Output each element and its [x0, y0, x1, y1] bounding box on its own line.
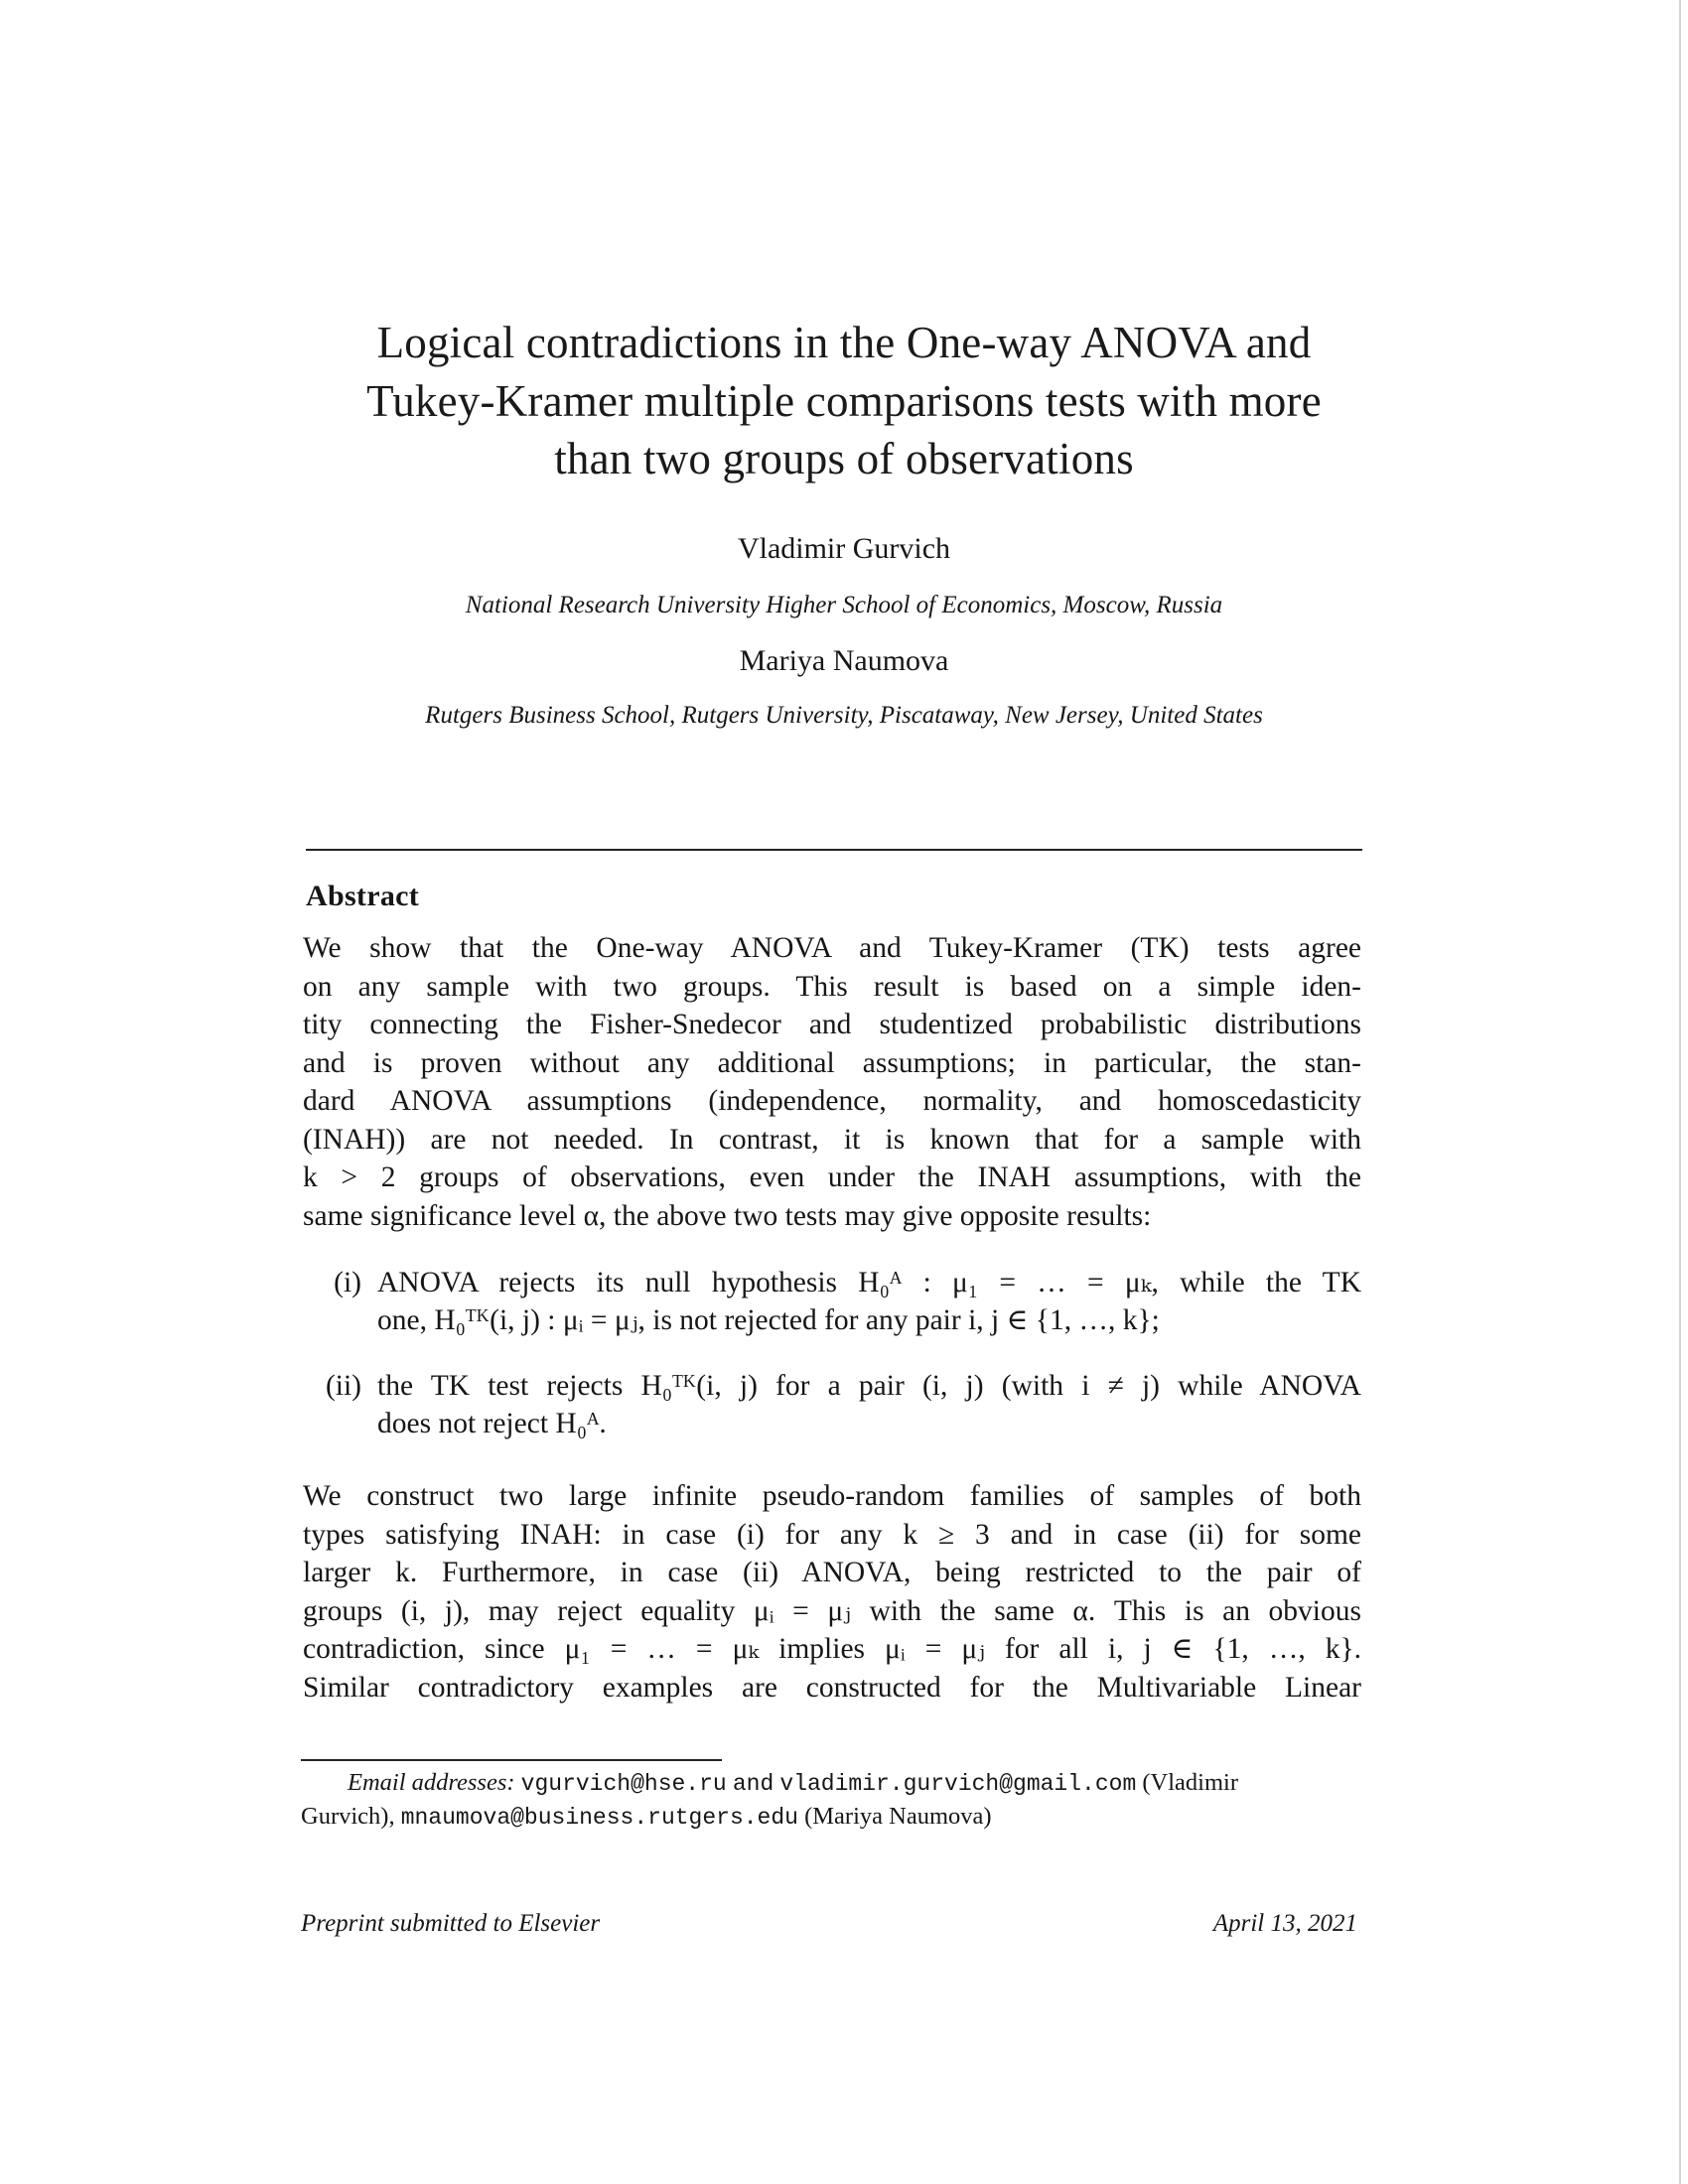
- abstract-line: larger k. Furthermore, in case (ii) ANOVA, being restricted to the pair of: [303, 1557, 1361, 1588]
- abstract-line: k > 2 groups of observations, even under the INAH assumptions, with the: [303, 1161, 1361, 1193]
- title-line-1: Logical contradictions in the One-way ANOVA and: [376, 318, 1312, 367]
- abstract-line: contradiction, since μ₁ = … = μₖ implies μᵢ = μⱼ for all i, j ∈ {1, …, k}.: [303, 1633, 1361, 1665]
- preprint-note: Preprint submitted to Elsevier: [301, 1910, 601, 1937]
- abstract-line: (INAH)) are not needed. In contrast, it is known that for a sample with: [303, 1124, 1361, 1156]
- abstract-line: We construct two large infinite pseudo-random families of samples of both: [303, 1480, 1361, 1512]
- title-line-2: Tukey-Kramer multiple comparisons tests with more: [366, 376, 1322, 426]
- list-line: ANOVA rejects its null hypothesis H₀ᴬ : μ₁ = … = μₖ, while the TK: [377, 1267, 1361, 1298]
- abstract-line: on any sample with two groups. This result is based on a simple iden-: [303, 971, 1361, 1003]
- list-label: (i): [334, 1267, 361, 1298]
- abstract-line: We show that the One-way ANOVA and Tukey-Kramer (TK) tests agree: [303, 932, 1361, 964]
- footnote-rule: [301, 1759, 722, 1761]
- footnote-owner-1a: (Vladimir: [1142, 1769, 1238, 1796]
- author-name-1: Vladimir Gurvich: [737, 532, 951, 565]
- list-line: does not reject H₀ᴬ.: [377, 1408, 607, 1439]
- list-label: (ii): [325, 1370, 361, 1402]
- abstract-top-rule: [306, 849, 1362, 851]
- footnote-line-1: [348, 1770, 1238, 1797]
- list-line: one, H₀ᵀᴷ(i, j) : μᵢ = μⱼ, is not rejected for any pair i, j ∈ {1, …, k};: [377, 1304, 1160, 1336]
- abstract-line: types satisfying INAH: in case (i) for any k ≥ 3 and in case (ii) for some: [303, 1519, 1361, 1551]
- abstract-heading: Abstract: [306, 880, 420, 912]
- author-name-2: Mariya Naumova: [739, 644, 949, 677]
- email-link-3[interactable]: mnaumova@business.rutgers.edu: [400, 1805, 798, 1831]
- abstract-line: Similar contradictory examples are constructed for the Multivariable Linear: [303, 1672, 1361, 1704]
- footnote-label: Email addresses:: [348, 1769, 515, 1796]
- title-line-3: than two groups of observations: [554, 434, 1134, 483]
- footnote-owner-1b: Gurvich),: [301, 1803, 395, 1830]
- author-affiliation-1: National Research University Higher School of Economics, Moscow, Russia: [465, 592, 1223, 618]
- abstract-line: groups (i, j), may reject equality μᵢ = μⱼ with the same α. This is an obvious: [303, 1595, 1361, 1627]
- abstract-line: and is proven without any additional assumptions; in particular, the stan-: [303, 1047, 1361, 1079]
- footnote-line-2: [301, 1804, 992, 1831]
- list-line: the TK test rejects H₀ᵀᴷ(i, j) for a pair (i, j) (with i ≠ j) while ANOVA: [377, 1370, 1361, 1402]
- email-link-2[interactable]: vladimir.gurvich@gmail.com: [779, 1771, 1137, 1797]
- abstract-line: same significance level α, the above two tests may give opposite results:: [303, 1200, 1152, 1232]
- preprint-date: April 13, 2021: [1212, 1910, 1357, 1937]
- abstract-line: tity connecting the Fisher-Snedecor and studentized probabilistic distributions: [303, 1009, 1361, 1040]
- author-affiliation-2: Rutgers Business School, Rutgers University, Piscataway, New Jersey, United States: [425, 702, 1263, 729]
- abstract-line: dard ANOVA assumptions (independence, normality, and homoscedasticity: [303, 1085, 1361, 1117]
- footnote-owner-2: (Mariya Naumova): [804, 1803, 992, 1830]
- footnote-and: and: [732, 1771, 774, 1797]
- email-link-1[interactable]: vgurvich@hse.ru: [520, 1771, 727, 1797]
